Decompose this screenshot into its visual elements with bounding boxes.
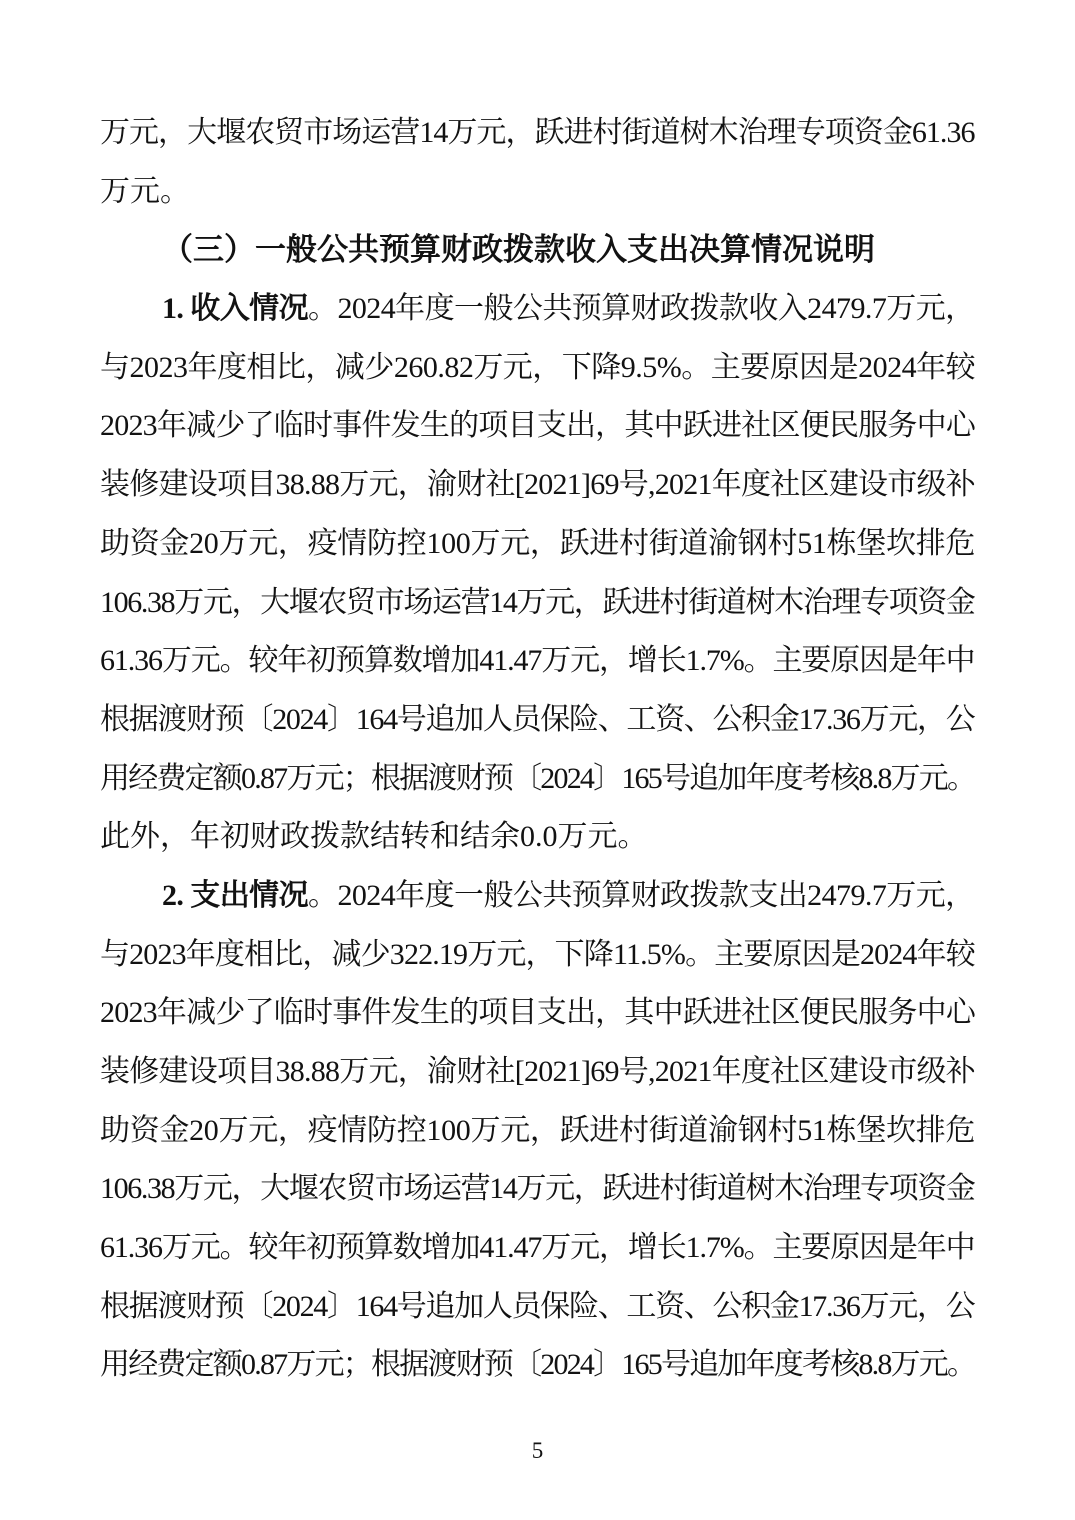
text-segment: 。2024年度一般公共预算财政拨款收入2479.7万元， [308,292,975,326]
text-line [100,104,975,163]
text-segment: （三）一般公共预算财政拨款收入支出决算情况说明 [162,232,875,268]
text-line [100,1102,975,1161]
text-line [100,397,975,456]
text-line [100,1336,975,1395]
text-segment: 与2023年度相比，减少260.82万元，下降9.5%。主要原因是2024年较 [100,350,976,384]
text-segment: 用经费定额0.87万元；根据渡财预〔2024〕165号追加年度考核8.8万元。 [100,761,976,795]
text-segment: 用经费定额0.87万元；根据渡财预〔2024〕165号追加年度考核8.8万元。 [100,1348,976,1382]
text-line [100,808,975,867]
text-line [100,691,975,750]
text-line [100,163,975,222]
text-segment: 1. 收入情况 [162,292,309,326]
text-line [100,280,975,339]
text-segment: 61.36万元。较年初预算数增加41.47万元，增长1.7%。主要原因是年中 [100,1231,975,1265]
text-segment: 2023年减少了临时事件发生的项目支出，其中跃进社区便民服务中心 [100,996,976,1030]
text-segment: 与2023年度相比，减少322.19万元，下降11.5%。主要原因是2024年较 [100,937,975,971]
text-line [100,926,975,985]
text-line [100,574,975,633]
text-line [100,984,975,1043]
text-line [100,1219,975,1278]
text-segment: 装修建设项目38.88万元，渝财社[2021]69号,2021年度社区建设市级补 [100,1055,975,1088]
page-number: 5 [531,1438,544,1463]
text-line [100,1278,975,1337]
section-heading [100,221,975,280]
text-line [100,867,975,926]
text-line [100,456,975,515]
text-line [100,1160,975,1219]
text-segment: 106.38万元，大堰农贸市场运营14万元，跃进村街道树木治理专项资金 [100,1172,975,1206]
text-line [100,1043,975,1102]
document-body [100,104,975,1395]
text-segment: 助资金20万元，疫情防控100万元，跃进村街道渝钢村51栋堡坎排危 [100,1113,976,1147]
text-segment: 根据渡财预〔2024〕164号追加人员保险、工资、公积金17.36万元，公 [100,1289,975,1323]
text-segment: 。2024年度一般公共预算财政拨款支出2479.7万元， [308,878,975,912]
text-segment: 61.36万元。较年初预算数增加41.47万元，增长1.7%。主要原因是年中 [100,644,975,678]
text-line [100,750,975,809]
text-segment: 根据渡财预〔2024〕164号追加人员保险、工资、公积金17.36万元，公 [100,702,975,736]
text-segment: 助资金20万元，疫情防控100万元，跃进村街道渝钢村51栋堡坎排危 [100,526,976,560]
text-line [100,339,975,398]
text-segment: 2023年减少了临时事件发生的项目支出，其中跃进社区便民服务中心 [100,409,976,443]
text-segment: 装修建设项目38.88万元，渝财社[2021]69号,2021年度社区建设市级补 [100,468,975,502]
text-segment: 万元，大堰农贸市场运营14万元，跃进村街道树木治理专项资金61.36 [100,116,975,149]
text-line [100,632,975,691]
text-segment: 万元。 [100,174,190,208]
text-segment: 106.38万元，大堰农贸市场运营14万元，跃进村街道树木治理专项资金 [100,585,975,619]
text-line [100,515,975,574]
text-segment: 此外，年初财政拨款结转和结余0.0万元。 [100,820,648,854]
text-segment: 2. 支出情况 [162,878,309,912]
